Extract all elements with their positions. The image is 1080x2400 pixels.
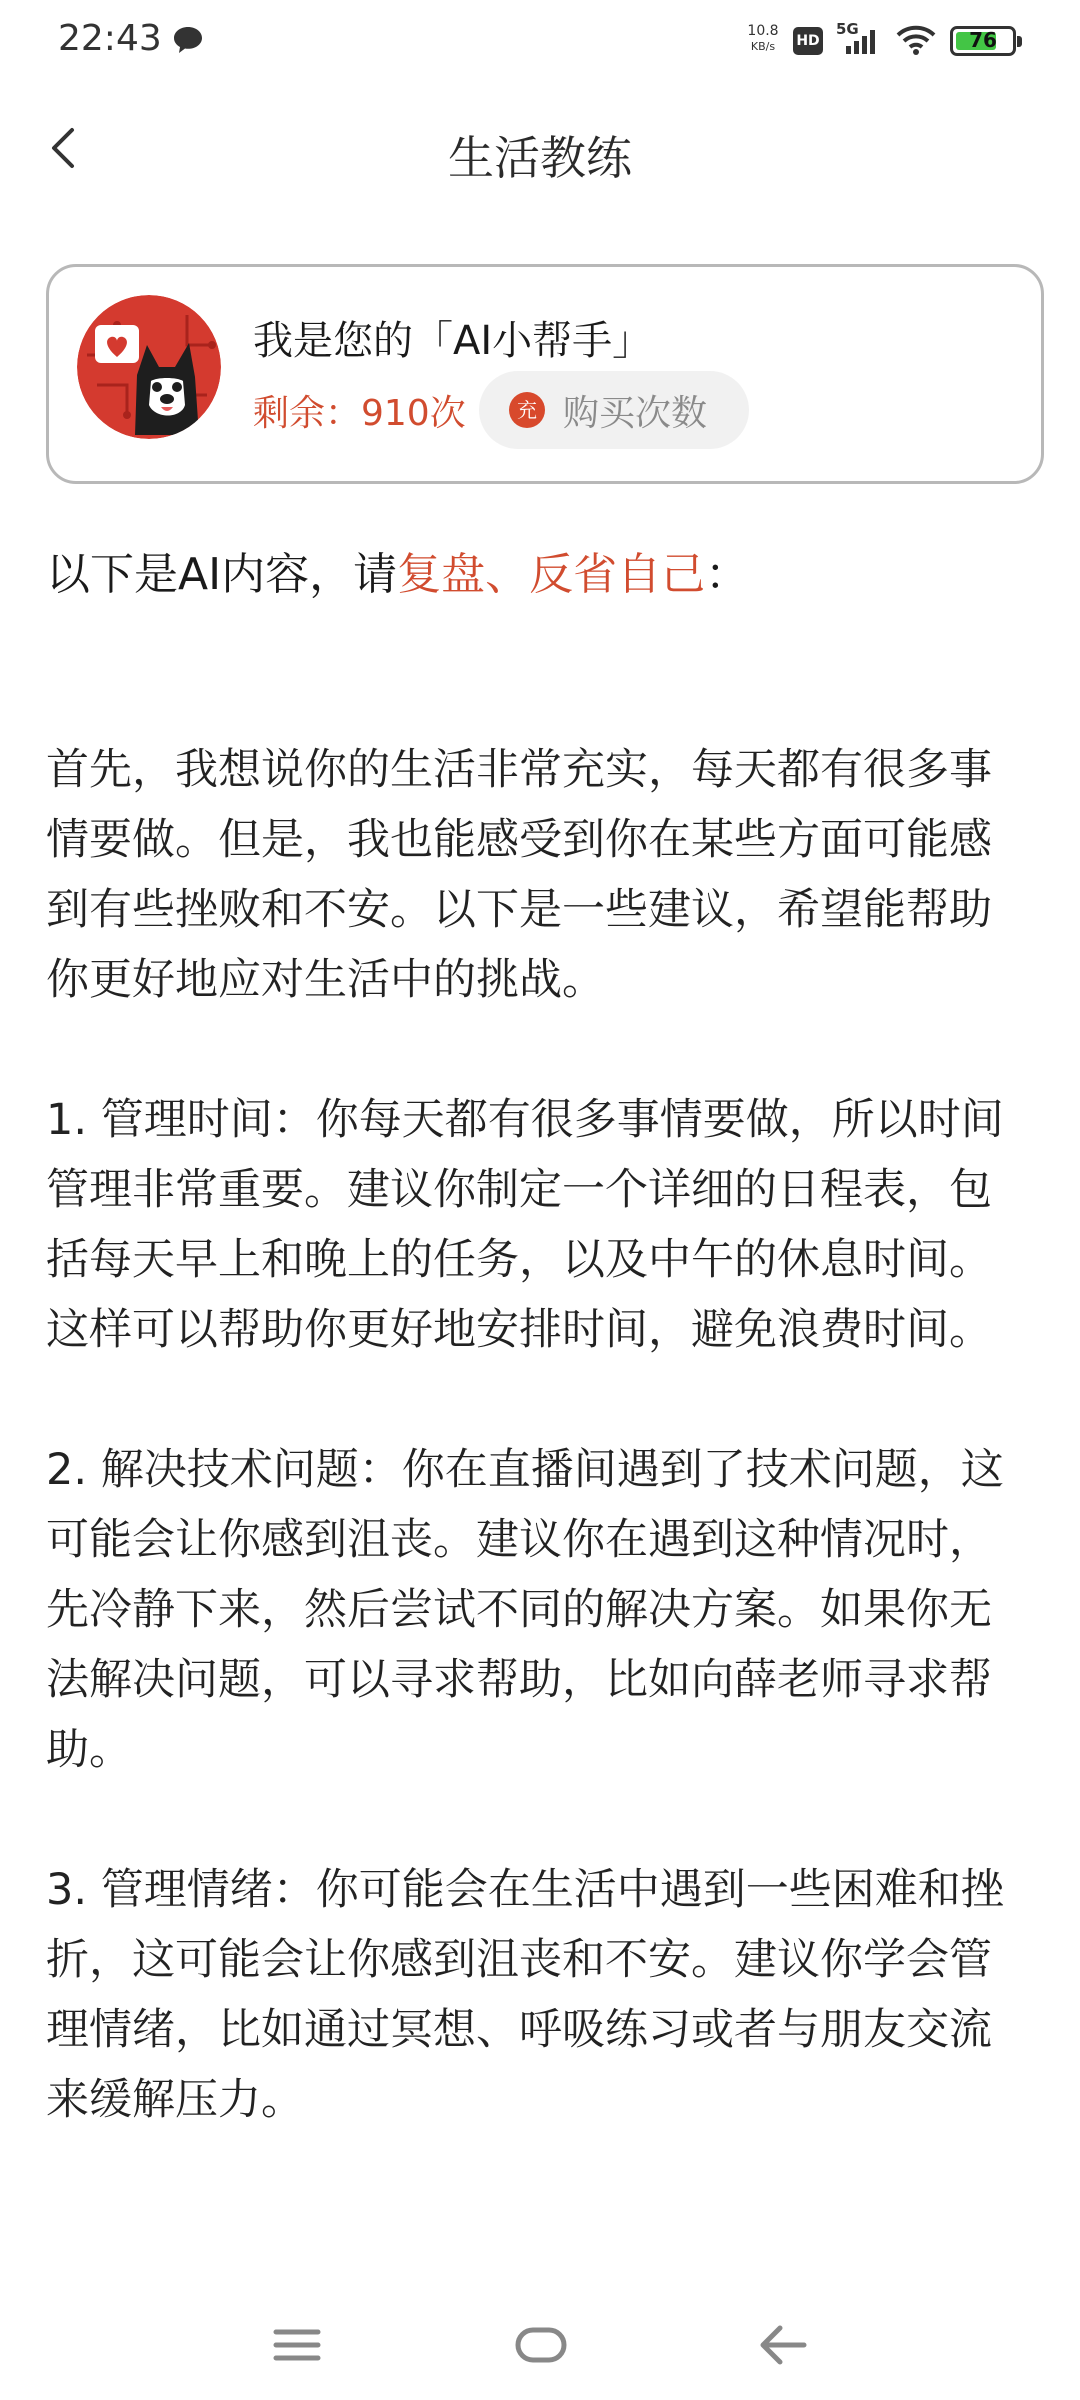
message-icon [172,25,204,55]
intro-suffix: ： [705,549,750,600]
menu-icon[interactable] [272,2320,322,2370]
battery-level: 76 [969,28,997,52]
page-title: 生活教练 [448,131,632,185]
system-nav-bar [0,2300,1080,2400]
content-paragraph: 3. 管理情绪：你可能会在生活中遇到一些困难和挫折，这可能会让你感到沮丧和不安。建议你学会管理情绪，比如通过冥想、呼吸练习或者与朋友交流来缓解压力。 [46,1865,1004,2125]
recharge-icon: 充 [509,392,545,428]
status-bar [0,0,1080,80]
card-title: 我是您的「AI小帮手」 [253,318,653,364]
intro-highlight: 复盘、反省自己 [397,549,706,600]
battery-icon [950,26,1016,56]
ai-content [46,735,1021,2205]
buy-count-button[interactable] [479,371,749,449]
ai-helper-card [46,264,1044,484]
avatar [77,295,221,439]
wifi-icon [896,24,936,56]
signal-label: 5G [836,20,859,38]
network-speed [744,24,782,54]
status-time: 22:43 [58,18,162,59]
remaining-count: 剩余：910次 [253,393,466,434]
buy-count-label: 购买次数 [563,393,708,434]
network-speed-unit: KB/s [750,40,776,53]
hd-icon: HD [793,27,823,55]
content-paragraph: 首先，我想说你的生活非常充实，每天都有很多事情要做。但是，我也能感受到你在某些方面可能感到有些挫败和不安。以下是一些建议，希望能帮助你更好地应对生活中的挑战。 [46,745,992,1005]
content-paragraph: 2. 解决技术问题：你在直播间遇到了技术问题，这可能会让你感到沮丧。建议你在遇到这种情况时，先冷静下来，然后尝试不同的解决方案。如果你无法解决问题，可以寻求帮助，比如向薛老师寻求帮助。 [46,1445,1004,1775]
back-arrow-icon[interactable] [756,2318,810,2372]
header [0,100,1080,200]
dog-mascot-icon [77,295,221,439]
network-speed-value: 10.8 [747,23,779,39]
home-icon[interactable] [514,2320,568,2370]
content-paragraph: 1. 管理时间：你每天都有很多事情要做，所以时间管理非常重要。建议你制定一个详细的日程表，包括每天早上和晚上的任务，以及中午的休息时间。这样可以帮助你更好地安排时间，避免浪费时间。 [46,1095,1004,1355]
intro-text [46,538,749,602]
intro-prefix: 以下是AI内容，请 [46,549,398,600]
